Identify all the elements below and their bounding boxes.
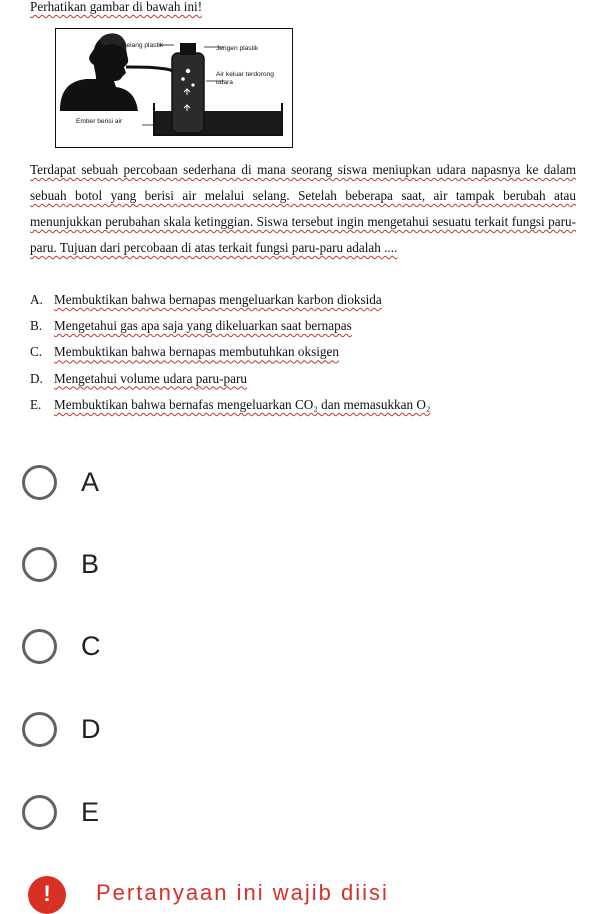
option-key: A.: [30, 292, 43, 307]
option-text: Mengetahui gas apa saja yang dikeluarkan saat bernapas: [54, 318, 352, 334]
choice-b[interactable]: [16, 529, 216, 599]
radio-button-icon[interactable]: [22, 712, 57, 747]
radio-button-icon[interactable]: [22, 547, 57, 582]
choice-label: E: [81, 796, 100, 827]
option-key: B.: [30, 318, 43, 334]
option-text: Membuktikan bahwa bernapas mengeluarkan karbon dioksida: [54, 292, 382, 307]
choice-a[interactable]: [16, 447, 216, 517]
label-selang: Selang plastik: [122, 42, 164, 49]
error-icon: !: [28, 876, 66, 914]
choice-label: D: [81, 713, 101, 744]
experiment-figure: [55, 28, 293, 148]
choice-d[interactable]: [16, 694, 216, 764]
option-b: [30, 313, 590, 339]
option-key: C.: [30, 344, 43, 360]
option-d: [30, 366, 590, 392]
option-a: [30, 287, 590, 313]
option-text: Membuktikan bahwa bernapas membutuhkan oksigen: [54, 344, 339, 360]
choice-e[interactable]: [16, 777, 216, 847]
label-ember: Ember berisi air: [76, 118, 123, 125]
label-jerigen: Jerigen plastik: [216, 45, 259, 52]
question-options: [30, 287, 590, 418]
error-text: Pertanyaan ini wajib diisi: [96, 880, 389, 905]
choice-c[interactable]: [16, 611, 216, 681]
choice-label: A: [81, 466, 100, 497]
option-text: Mengetahui volume udara paru-paru: [54, 370, 247, 386]
label-air-2: udara: [216, 79, 233, 86]
option-text: Membuktikan bahwa bernafas mengeluarkan CO₂ dan memasukkan O₂: [54, 396, 431, 412]
radio-button-icon[interactable]: [22, 629, 57, 664]
question-intro: Perhatikan gambar di bawah ini!: [30, 0, 203, 14]
question-paragraph: Terdapat sebuah percobaan sederhana di mana seorang siswa meniupkan udara napasnya ke dalam sebuah botol yang berisi air melalui selang. Setelah beberapa saat, air tampak berubah atau menunjukkan perubahan skala ketinggian. Siswa tersebut ingin mengetahui sesuatu terkait fungsi paru-paru. Tujuan dari percobaan di atas terkait fungsi paru-paru adalah ....: [30, 162, 576, 255]
option-key: D.: [30, 370, 43, 386]
option-c: [30, 339, 590, 365]
option-e: [30, 392, 590, 418]
option-key: E.: [30, 396, 42, 412]
radio-button-icon[interactable]: [22, 795, 57, 830]
label-air-1: Air keluar terdorong: [216, 71, 274, 78]
choice-label: B: [81, 548, 100, 579]
radio-button-icon[interactable]: [22, 465, 57, 500]
required-warning: [0, 872, 595, 906]
choice-label: C: [81, 630, 101, 661]
